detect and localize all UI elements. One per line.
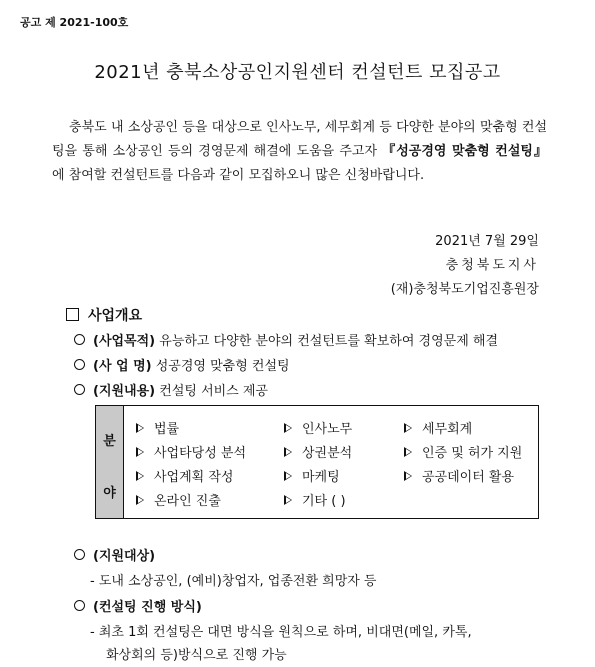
square-bullet-icon [66,308,79,321]
intro-highlight: 『성공경영 맞춤형 컨설팅』 [382,144,547,159]
field-item: 사업계획 작성 [136,466,233,485]
intro-text-after: 에 참여할 컨설턴트를 다음과 같이 모집하오니 많은 신청바랍니다. [52,168,425,183]
field-item: 상권분석 [284,442,352,461]
field-table-label-column [96,406,124,518]
triangle-bullet-icon [404,447,412,457]
field-item: 세무회계 [404,418,472,437]
triangle-bullet-icon [284,423,292,433]
bullet-key: (지원대상) [93,549,156,564]
notice-number: 공고 제 2021-100호 [20,16,129,29]
field-item: 온라인 진출 [136,490,221,509]
bullet-text: 컨설팅 서비스 제공 [155,384,268,399]
field-item: 기타 ( ) [284,490,346,509]
bullet-key: (사업목적) [93,334,156,349]
bullet-support-content [74,380,268,399]
issuer-governor: 충청북도지사 [445,258,539,273]
bullet-key: (지원내용) [93,384,156,399]
field-item: 법률 [136,418,179,437]
field-table-label-top: 분 [103,434,116,449]
method-detail-line1: - 최초 1회 컨설팅은 대면 방식을 원칙으로 하며, 비대면(메일, 카톡, [90,625,472,640]
target-detail: - 도내 소상공인, (예비)창업자, 업종전환 희망자 등 [90,574,377,589]
bullet-method [74,596,202,615]
bullet-text: 유능하고 다양한 분야의 컨설턴트를 확보하여 경영문제 해결 [155,334,499,349]
page-title: 2021년 충북소상공인지원센터 컨설턴트 모집공고 [94,62,501,83]
triangle-bullet-icon [136,423,144,433]
triangle-bullet-icon [404,471,412,481]
circle-bullet-icon [74,359,85,370]
bullet-key: (컨설팅 진행 방식) [93,600,202,615]
field-item: 인증 및 허가 지원 [404,442,522,461]
issuer-agency: (재)충청북도기업진흥원장 [390,282,539,297]
bullet-key: (사 업 명) [93,359,152,374]
bullet-text: 성공경영 맞춤형 컨설팅 [151,359,290,374]
bullet-target [74,545,155,564]
notice-date: 2021년 7월 29일 [435,234,539,249]
method-detail-line2: 화상회의 등)방식으로 진행 가능 [106,648,287,663]
field-item: 마케팅 [284,466,340,485]
intro-text-before: 충북도 내 소상공인 등을 대상으로 인사노무, 세무회계 등 다양한 분야의 맞춤형 컨설팅을 통해 소상공인 등의 경영문제 해결에 도움을 주고자 [52,120,548,159]
field-table [95,405,539,519]
circle-bullet-icon [74,334,85,345]
triangle-bullet-icon [136,471,144,481]
triangle-bullet-icon [284,495,292,505]
circle-bullet-icon [74,600,85,611]
section-heading-label: 사업개요 [88,308,143,324]
triangle-bullet-icon [136,495,144,505]
field-item: 공공데이터 활용 [404,466,514,485]
triangle-bullet-icon [136,447,144,457]
triangle-bullet-icon [284,447,292,457]
section-heading [66,305,142,325]
triangle-bullet-icon [404,423,412,433]
field-item: 사업타당성 분석 [136,442,246,461]
bullet-purpose [74,330,498,349]
triangle-bullet-icon [284,471,292,481]
circle-bullet-icon [74,549,85,560]
field-item: 인사노무 [284,418,352,437]
circle-bullet-icon [74,384,85,395]
bullet-project-name [74,355,290,374]
field-table-label-bottom: 야 [103,486,116,501]
intro-paragraph [52,116,547,188]
